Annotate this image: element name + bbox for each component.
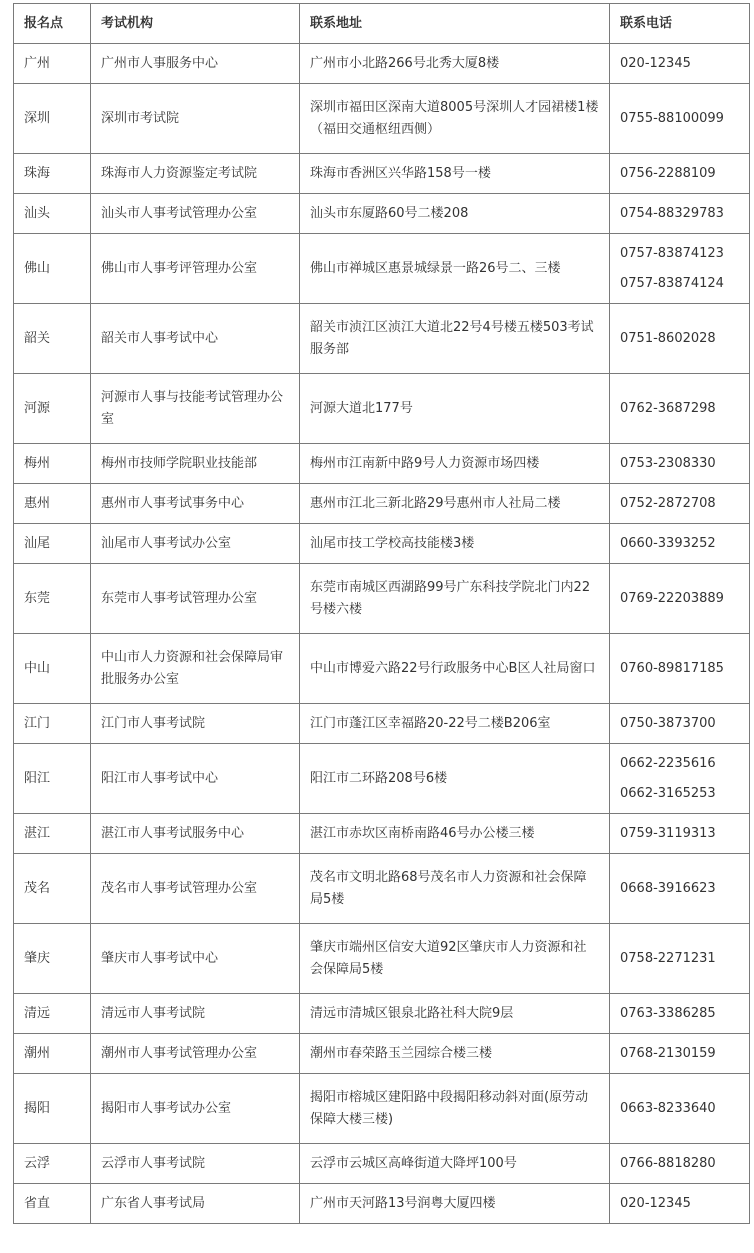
phone-number: 0756-2288109 bbox=[620, 165, 716, 181]
address-cell: 惠州市江北三新北路29号惠州市人社局二楼 bbox=[300, 484, 610, 524]
address-cell: 江门市蓬江区幸福路20-22号二楼B206室 bbox=[300, 704, 610, 744]
table-row bbox=[14, 924, 750, 994]
table-row bbox=[14, 304, 750, 374]
address-cell: 湛江市赤坎区南桥南路46号办公楼三楼 bbox=[300, 814, 610, 854]
table-row bbox=[14, 704, 750, 744]
phone-number: 0660-3393252 bbox=[620, 535, 716, 551]
table-row bbox=[14, 234, 750, 304]
phone-cell bbox=[610, 84, 750, 154]
phone-number: 0663-8233640 bbox=[620, 1100, 716, 1116]
phone-cell bbox=[610, 994, 750, 1034]
org-cell: 汕头市人事考试管理办公室 bbox=[91, 194, 300, 234]
phone-cell bbox=[610, 1074, 750, 1144]
org-cell: 潮州市人事考试管理办公室 bbox=[91, 1034, 300, 1074]
org-cell: 深圳市考试院 bbox=[91, 84, 300, 154]
site-cell: 深圳 bbox=[14, 84, 91, 154]
site-cell: 云浮 bbox=[14, 1144, 91, 1184]
phone-number: 0766-8818280 bbox=[620, 1155, 716, 1171]
phone-number: 0755-88100099 bbox=[620, 110, 724, 126]
phone-number: 0751-8602028 bbox=[620, 330, 716, 346]
org-cell: 中山市人力资源和社会保障局审批服务办公室 bbox=[91, 634, 300, 704]
site-cell: 惠州 bbox=[14, 484, 91, 524]
phone-cell bbox=[610, 1144, 750, 1184]
address-cell: 云浮市云城区高峰街道大降坪100号 bbox=[300, 1144, 610, 1184]
phone-number: 0757-83874124 bbox=[620, 275, 724, 291]
phone-number: 0668-3916623 bbox=[620, 880, 716, 896]
phone-number: 0752-2872708 bbox=[620, 495, 716, 511]
phone-cell bbox=[610, 854, 750, 924]
phone-number: 0754-88329783 bbox=[620, 205, 724, 221]
address-cell: 广州市天河路13号润粤大厦四楼 bbox=[300, 1184, 610, 1224]
phone-cell bbox=[610, 814, 750, 854]
header-phone: 联系电话 bbox=[610, 4, 750, 44]
header-address: 联系地址 bbox=[300, 4, 610, 44]
table-row bbox=[14, 744, 750, 814]
phone-number: 0763-3386285 bbox=[620, 1005, 716, 1021]
phone-cell bbox=[610, 484, 750, 524]
phone-number: 0762-3687298 bbox=[620, 400, 716, 416]
table-row bbox=[14, 1074, 750, 1144]
phone-number: 0757-83874123 bbox=[620, 245, 724, 261]
phone-number: 0662-3165253 bbox=[620, 785, 716, 801]
phone-cell bbox=[610, 634, 750, 704]
table-row bbox=[14, 194, 750, 234]
phone-cell bbox=[610, 924, 750, 994]
table-row bbox=[14, 1034, 750, 1074]
org-cell: 惠州市人事考试事务中心 bbox=[91, 484, 300, 524]
site-cell: 梅州 bbox=[14, 444, 91, 484]
table-row bbox=[14, 1144, 750, 1184]
site-cell: 河源 bbox=[14, 374, 91, 444]
site-cell: 广州 bbox=[14, 44, 91, 84]
org-cell: 江门市人事考试院 bbox=[91, 704, 300, 744]
table-row bbox=[14, 814, 750, 854]
phone-number: 0759-3119313 bbox=[620, 825, 716, 841]
site-cell: 珠海 bbox=[14, 154, 91, 194]
address-cell: 广州市小北路266号北秀大厦8楼 bbox=[300, 44, 610, 84]
phone-cell bbox=[610, 374, 750, 444]
table-row bbox=[14, 44, 750, 84]
site-cell: 省直 bbox=[14, 1184, 91, 1224]
phone-number: 020-12345 bbox=[620, 55, 691, 71]
address-cell: 阳江市二环路208号6楼 bbox=[300, 744, 610, 814]
phone-number: 0758-2271231 bbox=[620, 950, 716, 966]
address-cell: 珠海市香洲区兴华路158号一楼 bbox=[300, 154, 610, 194]
header-site: 报名点 bbox=[14, 4, 91, 44]
org-cell: 东莞市人事考试管理办公室 bbox=[91, 564, 300, 634]
phone-cell bbox=[610, 154, 750, 194]
address-cell: 潮州市春荣路玉兰园综合楼三楼 bbox=[300, 1034, 610, 1074]
org-cell: 揭阳市人事考试办公室 bbox=[91, 1074, 300, 1144]
table-row bbox=[14, 634, 750, 704]
org-cell: 湛江市人事考试服务中心 bbox=[91, 814, 300, 854]
phone-number: 020-12345 bbox=[620, 1195, 691, 1211]
org-cell: 河源市人事与技能考试管理办公室 bbox=[91, 374, 300, 444]
phone-cell bbox=[610, 524, 750, 564]
site-cell: 东莞 bbox=[14, 564, 91, 634]
exam-sites-table bbox=[13, 3, 750, 1224]
table-body bbox=[14, 44, 750, 1224]
org-cell: 茂名市人事考试管理办公室 bbox=[91, 854, 300, 924]
site-cell: 湛江 bbox=[14, 814, 91, 854]
table-row bbox=[14, 374, 750, 444]
address-cell: 河源大道北177号 bbox=[300, 374, 610, 444]
site-cell: 阳江 bbox=[14, 744, 91, 814]
table-row bbox=[14, 154, 750, 194]
address-cell: 揭阳市榕城区建阳路中段揭阳移动斜对面(原劳动保障大楼三楼) bbox=[300, 1074, 610, 1144]
table-row bbox=[14, 84, 750, 154]
phone-cell bbox=[610, 564, 750, 634]
phone-number: 0769-22203889 bbox=[620, 590, 724, 606]
phone-cell bbox=[610, 1034, 750, 1074]
phone-cell bbox=[610, 1184, 750, 1224]
org-cell: 云浮市人事考试院 bbox=[91, 1144, 300, 1184]
table-header-row bbox=[14, 4, 750, 44]
phone-cell bbox=[610, 304, 750, 374]
address-cell: 中山市博爱六路22号行政服务中心B区人社局窗口 bbox=[300, 634, 610, 704]
table-row bbox=[14, 524, 750, 564]
site-cell: 汕头 bbox=[14, 194, 91, 234]
site-cell: 中山 bbox=[14, 634, 91, 704]
org-cell: 清远市人事考试院 bbox=[91, 994, 300, 1034]
org-cell: 汕尾市人事考试办公室 bbox=[91, 524, 300, 564]
phone-number: 0662-2235616 bbox=[620, 755, 716, 771]
org-cell: 梅州市技师学院职业技能部 bbox=[91, 444, 300, 484]
site-cell: 茂名 bbox=[14, 854, 91, 924]
org-cell: 广州市人事服务中心 bbox=[91, 44, 300, 84]
site-cell: 清远 bbox=[14, 994, 91, 1034]
phone-cell bbox=[610, 744, 750, 814]
address-cell: 佛山市禅城区惠景城绿景一路26号二、三楼 bbox=[300, 234, 610, 304]
address-cell: 汕尾市技工学校高技能楼3楼 bbox=[300, 524, 610, 564]
address-cell: 清远市清城区银泉北路社科大院9层 bbox=[300, 994, 610, 1034]
site-cell: 江门 bbox=[14, 704, 91, 744]
address-cell: 东莞市南城区西湖路99号广东科技学院北门内22号楼六楼 bbox=[300, 564, 610, 634]
table-row bbox=[14, 564, 750, 634]
phone-cell bbox=[610, 234, 750, 304]
address-cell: 韶关市浈江区浈江大道北22号4号楼五楼503考试服务部 bbox=[300, 304, 610, 374]
table-row bbox=[14, 444, 750, 484]
org-cell: 佛山市人事考评管理办公室 bbox=[91, 234, 300, 304]
site-cell: 潮州 bbox=[14, 1034, 91, 1074]
phone-number: 0768-2130159 bbox=[620, 1045, 716, 1061]
phone-number: 0750-3873700 bbox=[620, 715, 716, 731]
phone-number: 0760-89817185 bbox=[620, 660, 724, 676]
header-org: 考试机构 bbox=[91, 4, 300, 44]
site-cell: 佛山 bbox=[14, 234, 91, 304]
org-cell: 广东省人事考试局 bbox=[91, 1184, 300, 1224]
address-cell: 汕头市东厦路60号二楼208 bbox=[300, 194, 610, 234]
table-row bbox=[14, 854, 750, 924]
org-cell: 珠海市人力资源鉴定考试院 bbox=[91, 154, 300, 194]
site-cell: 汕尾 bbox=[14, 524, 91, 564]
address-cell: 肇庆市端州区信安大道92区肇庆市人力资源和社会保障局5楼 bbox=[300, 924, 610, 994]
phone-cell bbox=[610, 44, 750, 84]
address-cell: 茂名市文明北路68号茂名市人力资源和社会保障局5楼 bbox=[300, 854, 610, 924]
table-row bbox=[14, 484, 750, 524]
table-row bbox=[14, 994, 750, 1034]
phone-number: 0753-2308330 bbox=[620, 455, 716, 471]
address-cell: 梅州市江南新中路9号人力资源市场四楼 bbox=[300, 444, 610, 484]
site-cell: 揭阳 bbox=[14, 1074, 91, 1144]
phone-cell bbox=[610, 444, 750, 484]
phone-cell bbox=[610, 194, 750, 234]
org-cell: 肇庆市人事考试中心 bbox=[91, 924, 300, 994]
address-cell: 深圳市福田区深南大道8005号深圳人才园裙楼1楼（福田交通枢纽西侧） bbox=[300, 84, 610, 154]
table-row bbox=[14, 1184, 750, 1224]
site-cell: 韶关 bbox=[14, 304, 91, 374]
site-cell: 肇庆 bbox=[14, 924, 91, 994]
phone-cell bbox=[610, 704, 750, 744]
org-cell: 阳江市人事考试中心 bbox=[91, 744, 300, 814]
org-cell: 韶关市人事考试中心 bbox=[91, 304, 300, 374]
